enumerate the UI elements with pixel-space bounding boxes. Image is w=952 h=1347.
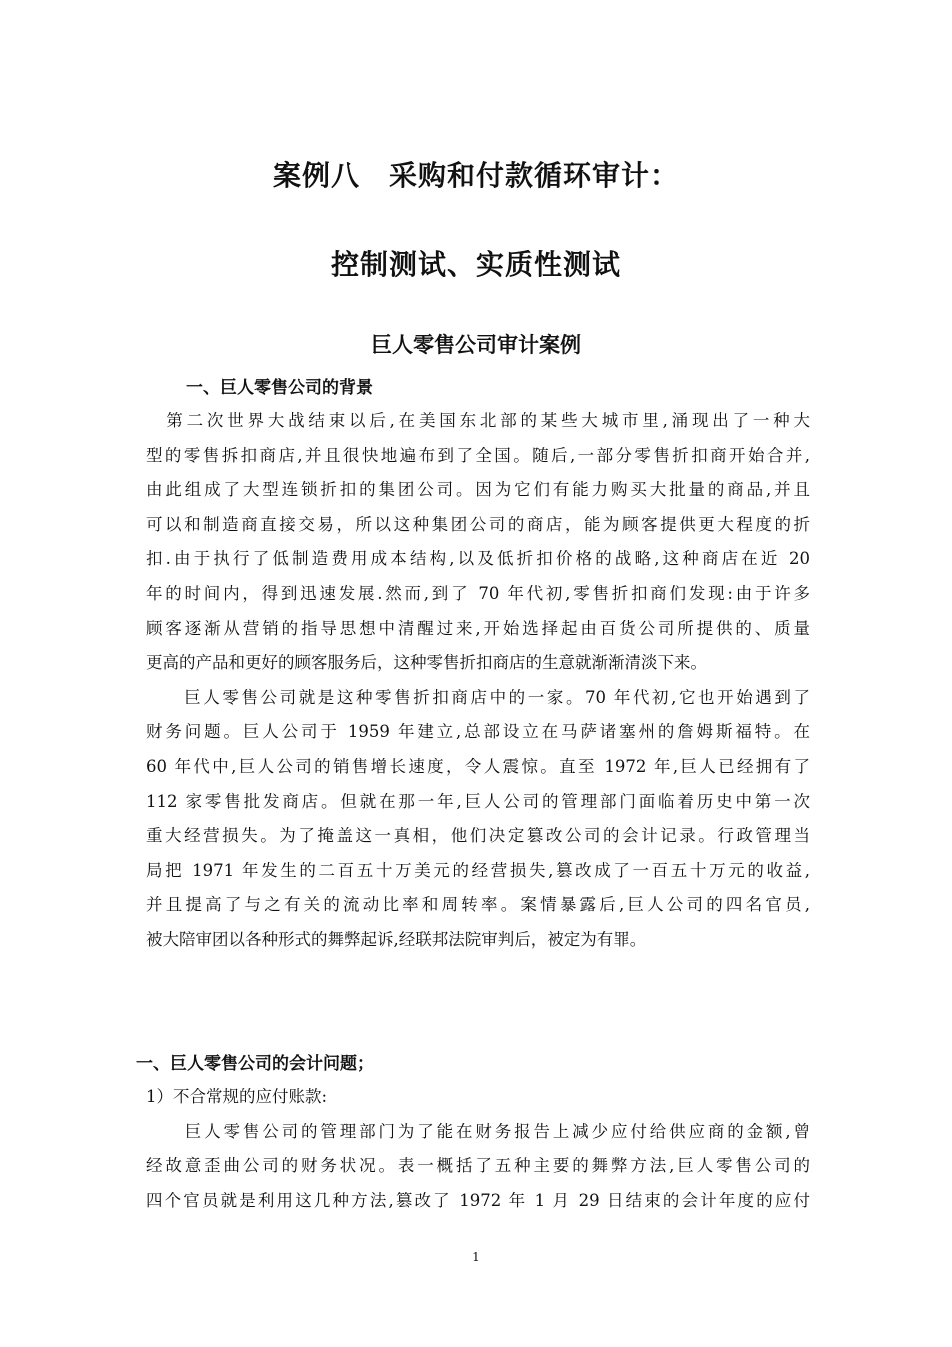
paragraph-line: 巨人零售公司就是这种零售折扣商店中的一家。70 年代初,它也开始遇到了 — [146, 687, 810, 707]
paragraph-line: 可以和制造商直接交易，所以这种集团公司的商店，能为顾客提供更大程度的折 — [146, 514, 810, 534]
paragraph-line: 扣.由于执行了低制造费用成本结构,以及低折扣价格的战略,这种商店在近 20 — [146, 549, 810, 569]
paragraph-line: 顾客逐渐从营销的指导思想中清醒过来,开始选择起由百货公司所提供的、质量 — [146, 618, 810, 638]
paragraph-line: 年的时间内，得到迅速发展.然而,到了 70 年代初,零售折扣商们发现:由于许多 — [146, 583, 810, 603]
section-body-accounting-issues — [146, 1080, 810, 1218]
section-body-background — [146, 404, 810, 958]
paragraph-line: 四个官员就是利用这几种方法,篡改了 1972 年 1 月 29 日结束的会计年度的应付 — [146, 1190, 810, 1210]
paragraph-line: 重大经营损失。为了掩盖这一真相，他们决定篡改公司的会计记录。行政管理当 — [146, 826, 810, 846]
paragraph-line: 112 家零售批发商店。但就在那一年,巨人公司的管理部门面临着历史中第一次 — [146, 791, 810, 811]
list-item-heading: 1）不合常规的应付账款: — [146, 1087, 328, 1106]
document-title-line-1: 案例八 采购和付款循环审计： — [272, 159, 679, 192]
paragraph-line: 更高的产品和更好的顾客服务后，这种零售折扣商店的生意就渐渐清淡下来。 — [146, 653, 707, 673]
case-subtitle: 巨人零售公司审计案例 — [371, 333, 581, 357]
paragraph-line: 第二次世界大战结束以后,在美国东北部的某些大城市里,涌现出了一种大 — [146, 411, 810, 430]
document-title-line-2: 控制测试、实质性测试 — [330, 248, 621, 281]
paragraph-line: 型的零售拆扣商店,并且很快地遍布到了全国。随后,一部分零售折扣商开始合并, — [146, 445, 810, 465]
paragraph-line: 局把 1971 年发生的二百五十万美元的经营损失,篡改成了一百五十万元的收益, — [146, 860, 810, 880]
section-heading-accounting-issues: 一、巨人零售公司的会计问题； — [136, 1054, 374, 1074]
paragraph-line: 由此组成了大型连锁折扣的集团公司。因为它们有能力购买大批量的商品,并且 — [146, 480, 810, 500]
paragraph-line: 并且提高了与之有关的流动比率和周转率。案情暴露后,巨人公司的四名官员, — [146, 895, 810, 915]
page-number: 1 — [472, 1250, 480, 1264]
paragraph-line: 巨人零售公司的管理部门为了能在财务报告上减少应付给供应商的金额,曾 — [146, 1121, 810, 1141]
paragraph-line: 经故意歪曲公司的财务状况。表一概括了五种主要的舞弊方法,巨人零售公司的 — [146, 1156, 810, 1176]
section-heading-background: 一、巨人零售公司的背景 — [186, 378, 373, 398]
paragraph-line: 被大陪审团以各种形式的舞弊起诉,经联邦法院审判后，被定为有罪。 — [146, 929, 647, 949]
paragraph-line: 财务问题。巨人公司于 1959 年建立,总部设立在马萨诸塞州的詹姆斯福特。在 — [146, 722, 810, 742]
paragraph-line: 60 年代中,巨人公司的销售增长速度，令人震惊。直至 1972 年,巨人已经拥有了 — [146, 756, 810, 776]
